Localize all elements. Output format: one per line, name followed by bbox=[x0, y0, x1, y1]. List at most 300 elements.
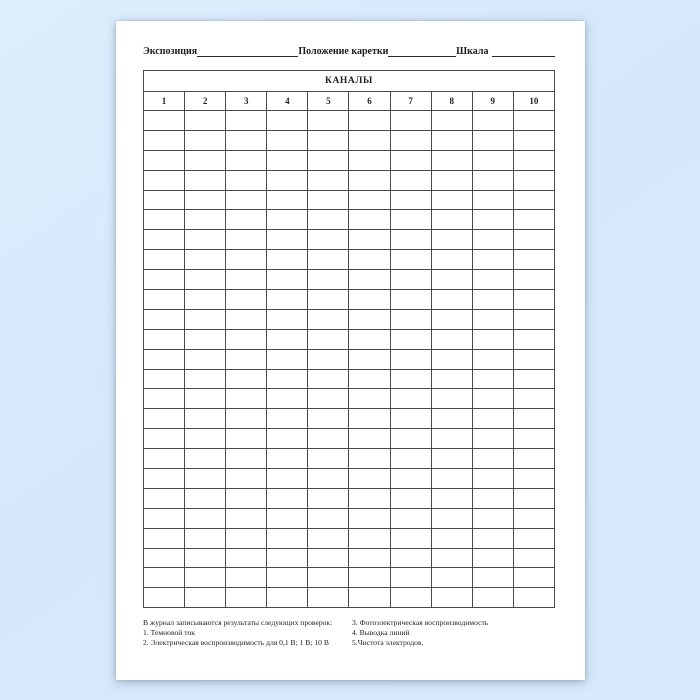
empty-cell bbox=[185, 190, 226, 210]
empty-cell bbox=[390, 469, 431, 489]
empty-cell bbox=[349, 548, 390, 568]
empty-cell bbox=[349, 130, 390, 150]
column-header-cell: 6 bbox=[349, 92, 390, 111]
empty-cell bbox=[308, 369, 349, 389]
empty-cell bbox=[226, 170, 267, 190]
empty-cell bbox=[513, 230, 554, 250]
empty-cell bbox=[226, 369, 267, 389]
empty-cell bbox=[513, 548, 554, 568]
empty-cell bbox=[144, 250, 185, 270]
empty-cell bbox=[390, 190, 431, 210]
empty-cell bbox=[431, 508, 472, 528]
empty-cell bbox=[144, 588, 185, 608]
empty-cell bbox=[472, 409, 513, 429]
empty-cell bbox=[308, 190, 349, 210]
empty-cell bbox=[349, 111, 390, 131]
empty-cell bbox=[267, 389, 308, 409]
empty-cell bbox=[185, 469, 226, 489]
empty-cell bbox=[226, 290, 267, 310]
table-row bbox=[144, 150, 555, 170]
empty-cell bbox=[226, 449, 267, 469]
empty-cell bbox=[144, 409, 185, 429]
table-row bbox=[144, 409, 555, 429]
empty-cell bbox=[431, 588, 472, 608]
empty-cell bbox=[144, 349, 185, 369]
channels-table bbox=[143, 70, 555, 608]
empty-cell bbox=[513, 409, 554, 429]
table-row bbox=[144, 230, 555, 250]
empty-cell bbox=[390, 170, 431, 190]
table-row bbox=[144, 469, 555, 489]
column-header-cell: 4 bbox=[267, 92, 308, 111]
empty-cell bbox=[431, 349, 472, 369]
empty-cell bbox=[472, 130, 513, 150]
empty-cell bbox=[308, 250, 349, 270]
empty-cell bbox=[349, 309, 390, 329]
empty-cell bbox=[431, 170, 472, 190]
table-row bbox=[144, 329, 555, 349]
empty-cell bbox=[431, 568, 472, 588]
empty-cell bbox=[349, 429, 390, 449]
empty-cell bbox=[226, 270, 267, 290]
empty-cell bbox=[513, 588, 554, 608]
table-row bbox=[144, 170, 555, 190]
empty-cell bbox=[144, 170, 185, 190]
empty-cell bbox=[185, 548, 226, 568]
note-line: 1. Темновой ток bbox=[143, 628, 195, 638]
empty-cell bbox=[349, 528, 390, 548]
empty-cell bbox=[308, 488, 349, 508]
empty-cell bbox=[472, 528, 513, 548]
table-row bbox=[144, 130, 555, 150]
empty-cell bbox=[308, 528, 349, 548]
empty-cell bbox=[226, 210, 267, 230]
table-row bbox=[144, 548, 555, 568]
empty-cell bbox=[144, 150, 185, 170]
empty-cell bbox=[349, 230, 390, 250]
table-row bbox=[144, 210, 555, 230]
empty-cell bbox=[472, 389, 513, 409]
empty-cell bbox=[267, 528, 308, 548]
empty-cell bbox=[144, 111, 185, 131]
empty-cell bbox=[144, 449, 185, 469]
empty-cell bbox=[226, 409, 267, 429]
empty-cell bbox=[226, 389, 267, 409]
empty-cell bbox=[144, 508, 185, 528]
empty-cell bbox=[185, 130, 226, 150]
empty-cell bbox=[144, 528, 185, 548]
empty-cell bbox=[226, 349, 267, 369]
empty-cell bbox=[185, 349, 226, 369]
empty-cell bbox=[308, 309, 349, 329]
table-body bbox=[144, 111, 555, 608]
field-label-carriage-position: Положение каретки bbox=[298, 46, 389, 57]
empty-cell bbox=[144, 548, 185, 568]
empty-cell bbox=[431, 130, 472, 150]
note-line: 2. Электрическая воспроизводимость для 0,1 В; 1 В; 10 В bbox=[143, 638, 329, 648]
empty-cell bbox=[267, 508, 308, 528]
empty-cell bbox=[144, 329, 185, 349]
empty-cell bbox=[308, 588, 349, 608]
empty-cell bbox=[308, 429, 349, 449]
empty-cell bbox=[185, 270, 226, 290]
empty-cell bbox=[472, 250, 513, 270]
empty-cell bbox=[349, 389, 390, 409]
empty-cell bbox=[390, 111, 431, 131]
empty-cell bbox=[349, 588, 390, 608]
empty-cell bbox=[431, 469, 472, 489]
empty-cell bbox=[308, 230, 349, 250]
empty-cell bbox=[226, 429, 267, 449]
empty-cell bbox=[390, 349, 431, 369]
empty-cell bbox=[185, 369, 226, 389]
empty-cell bbox=[267, 309, 308, 329]
empty-cell bbox=[349, 349, 390, 369]
empty-cell bbox=[185, 230, 226, 250]
empty-cell bbox=[267, 250, 308, 270]
empty-cell bbox=[185, 449, 226, 469]
empty-cell bbox=[513, 150, 554, 170]
table-row bbox=[144, 488, 555, 508]
empty-cell bbox=[390, 429, 431, 449]
empty-cell bbox=[390, 250, 431, 270]
empty-cell bbox=[267, 270, 308, 290]
empty-cell bbox=[144, 190, 185, 210]
empty-cell bbox=[267, 190, 308, 210]
empty-cell bbox=[308, 329, 349, 349]
table-column-header-row bbox=[144, 92, 555, 111]
empty-cell bbox=[144, 230, 185, 250]
notes-right-column bbox=[352, 618, 555, 648]
table-row bbox=[144, 528, 555, 548]
empty-cell bbox=[513, 309, 554, 329]
empty-cell bbox=[308, 130, 349, 150]
empty-cell bbox=[431, 409, 472, 429]
empty-cell bbox=[349, 270, 390, 290]
empty-cell bbox=[226, 469, 267, 489]
empty-cell bbox=[513, 210, 554, 230]
empty-cell bbox=[513, 568, 554, 588]
empty-cell bbox=[390, 508, 431, 528]
empty-cell bbox=[226, 568, 267, 588]
empty-cell bbox=[144, 469, 185, 489]
empty-cell bbox=[513, 130, 554, 150]
empty-cell bbox=[390, 130, 431, 150]
empty-cell bbox=[185, 508, 226, 528]
empty-cell bbox=[185, 389, 226, 409]
empty-cell bbox=[349, 369, 390, 389]
empty-cell bbox=[226, 329, 267, 349]
form-header-line bbox=[143, 45, 555, 57]
empty-cell bbox=[431, 449, 472, 469]
empty-cell bbox=[226, 190, 267, 210]
empty-cell bbox=[513, 429, 554, 449]
table-row bbox=[144, 429, 555, 449]
empty-cell bbox=[472, 309, 513, 329]
empty-cell bbox=[513, 270, 554, 290]
empty-cell bbox=[144, 290, 185, 310]
empty-cell bbox=[308, 150, 349, 170]
empty-cell bbox=[185, 250, 226, 270]
empty-cell bbox=[185, 111, 226, 131]
empty-cell bbox=[308, 568, 349, 588]
empty-cell bbox=[185, 290, 226, 310]
empty-cell bbox=[226, 588, 267, 608]
document-page bbox=[116, 21, 585, 680]
empty-cell bbox=[308, 508, 349, 528]
empty-cell bbox=[472, 449, 513, 469]
empty-cell bbox=[472, 270, 513, 290]
empty-cell bbox=[390, 568, 431, 588]
empty-cell bbox=[185, 528, 226, 548]
field-blank-exposition bbox=[197, 47, 298, 57]
empty-cell bbox=[226, 309, 267, 329]
empty-cell bbox=[349, 290, 390, 310]
empty-cell bbox=[267, 349, 308, 369]
empty-cell bbox=[431, 389, 472, 409]
field-blank-scale bbox=[492, 47, 555, 57]
empty-cell bbox=[472, 488, 513, 508]
empty-cell bbox=[185, 210, 226, 230]
column-header-cell: 2 bbox=[185, 92, 226, 111]
empty-cell bbox=[513, 349, 554, 369]
empty-cell bbox=[267, 588, 308, 608]
table-row bbox=[144, 369, 555, 389]
empty-cell bbox=[144, 488, 185, 508]
empty-cell bbox=[226, 508, 267, 528]
column-header-cell: 1 bbox=[144, 92, 185, 111]
empty-cell bbox=[390, 488, 431, 508]
table-row bbox=[144, 349, 555, 369]
empty-cell bbox=[226, 111, 267, 131]
empty-cell bbox=[431, 210, 472, 230]
empty-cell bbox=[144, 389, 185, 409]
field-blank-carriage-position bbox=[388, 47, 456, 57]
empty-cell bbox=[390, 409, 431, 429]
column-header-cell: 7 bbox=[390, 92, 431, 111]
empty-cell bbox=[308, 270, 349, 290]
empty-cell bbox=[267, 449, 308, 469]
empty-cell bbox=[513, 290, 554, 310]
empty-cell bbox=[349, 469, 390, 489]
empty-cell bbox=[472, 369, 513, 389]
empty-cell bbox=[185, 429, 226, 449]
empty-cell bbox=[431, 309, 472, 329]
empty-cell bbox=[185, 170, 226, 190]
empty-cell bbox=[513, 170, 554, 190]
empty-cell bbox=[431, 190, 472, 210]
column-header-cell: 9 bbox=[472, 92, 513, 111]
empty-cell bbox=[431, 290, 472, 310]
empty-cell bbox=[267, 111, 308, 131]
empty-cell bbox=[185, 409, 226, 429]
empty-cell bbox=[431, 111, 472, 131]
empty-cell bbox=[267, 329, 308, 349]
empty-cell bbox=[308, 290, 349, 310]
empty-cell bbox=[308, 449, 349, 469]
empty-cell bbox=[513, 329, 554, 349]
empty-cell bbox=[390, 369, 431, 389]
empty-cell bbox=[513, 488, 554, 508]
table-title: КАНАЛЫ bbox=[144, 71, 555, 92]
empty-cell bbox=[431, 329, 472, 349]
empty-cell bbox=[308, 210, 349, 230]
empty-cell bbox=[472, 329, 513, 349]
empty-cell bbox=[513, 449, 554, 469]
empty-cell bbox=[472, 230, 513, 250]
empty-cell bbox=[513, 508, 554, 528]
column-header-cell: 8 bbox=[431, 92, 472, 111]
empty-cell bbox=[472, 469, 513, 489]
empty-cell bbox=[513, 469, 554, 489]
empty-cell bbox=[472, 290, 513, 310]
table-row bbox=[144, 270, 555, 290]
empty-cell bbox=[308, 469, 349, 489]
empty-cell bbox=[390, 309, 431, 329]
empty-cell bbox=[431, 270, 472, 290]
table-row bbox=[144, 250, 555, 270]
empty-cell bbox=[513, 250, 554, 270]
empty-cell bbox=[472, 190, 513, 210]
empty-cell bbox=[349, 568, 390, 588]
notes-left-column bbox=[143, 618, 352, 648]
table-row bbox=[144, 568, 555, 588]
empty-cell bbox=[390, 528, 431, 548]
table-row bbox=[144, 290, 555, 310]
empty-cell bbox=[390, 150, 431, 170]
column-header-cell: 3 bbox=[226, 92, 267, 111]
empty-cell bbox=[267, 488, 308, 508]
empty-cell bbox=[472, 588, 513, 608]
table-row bbox=[144, 508, 555, 528]
empty-cell bbox=[349, 250, 390, 270]
empty-cell bbox=[390, 588, 431, 608]
empty-cell bbox=[267, 369, 308, 389]
empty-cell bbox=[472, 548, 513, 568]
empty-cell bbox=[390, 270, 431, 290]
empty-cell bbox=[472, 349, 513, 369]
empty-cell bbox=[185, 309, 226, 329]
empty-cell bbox=[349, 488, 390, 508]
empty-cell bbox=[144, 568, 185, 588]
empty-cell bbox=[472, 210, 513, 230]
empty-cell bbox=[390, 389, 431, 409]
empty-cell bbox=[308, 389, 349, 409]
empty-cell bbox=[390, 329, 431, 349]
empty-cell bbox=[390, 548, 431, 568]
empty-cell bbox=[431, 488, 472, 508]
empty-cell bbox=[472, 170, 513, 190]
empty-cell bbox=[308, 111, 349, 131]
empty-cell bbox=[349, 210, 390, 230]
empty-cell bbox=[226, 488, 267, 508]
empty-cell bbox=[431, 369, 472, 389]
empty-cell bbox=[390, 290, 431, 310]
empty-cell bbox=[431, 150, 472, 170]
empty-cell bbox=[267, 130, 308, 150]
empty-cell bbox=[267, 568, 308, 588]
note-line: 5.Чистота электродов. bbox=[352, 638, 424, 648]
empty-cell bbox=[308, 409, 349, 429]
empty-cell bbox=[226, 150, 267, 170]
empty-cell bbox=[431, 230, 472, 250]
empty-cell bbox=[431, 528, 472, 548]
table-row bbox=[144, 389, 555, 409]
empty-cell bbox=[349, 508, 390, 528]
table-title-row bbox=[144, 71, 555, 92]
empty-cell bbox=[267, 150, 308, 170]
table-row bbox=[144, 309, 555, 329]
empty-cell bbox=[267, 290, 308, 310]
empty-cell bbox=[144, 429, 185, 449]
empty-cell bbox=[349, 190, 390, 210]
empty-cell bbox=[185, 568, 226, 588]
empty-cell bbox=[226, 250, 267, 270]
empty-cell bbox=[185, 329, 226, 349]
empty-cell bbox=[144, 130, 185, 150]
empty-cell bbox=[267, 230, 308, 250]
field-label-scale: Шкала bbox=[456, 46, 489, 57]
empty-cell bbox=[349, 449, 390, 469]
empty-cell bbox=[267, 429, 308, 449]
column-header-cell: 10 bbox=[513, 92, 554, 111]
empty-cell bbox=[390, 210, 431, 230]
empty-cell bbox=[185, 488, 226, 508]
empty-cell bbox=[472, 508, 513, 528]
empty-cell bbox=[185, 588, 226, 608]
empty-cell bbox=[267, 548, 308, 568]
empty-cell bbox=[267, 170, 308, 190]
empty-cell bbox=[472, 111, 513, 131]
table-row bbox=[144, 449, 555, 469]
empty-cell bbox=[513, 528, 554, 548]
table-row bbox=[144, 111, 555, 131]
empty-cell bbox=[226, 230, 267, 250]
empty-cell bbox=[226, 528, 267, 548]
table-row bbox=[144, 190, 555, 210]
empty-cell bbox=[472, 568, 513, 588]
empty-cell bbox=[513, 111, 554, 131]
empty-cell bbox=[431, 250, 472, 270]
empty-cell bbox=[349, 150, 390, 170]
empty-cell bbox=[472, 150, 513, 170]
note-line: 4. Выводка линий bbox=[352, 628, 410, 638]
column-header-cell: 5 bbox=[308, 92, 349, 111]
empty-cell bbox=[390, 449, 431, 469]
empty-cell bbox=[185, 150, 226, 170]
empty-cell bbox=[144, 270, 185, 290]
empty-cell bbox=[431, 548, 472, 568]
field-label-exposition: Экспозиция bbox=[143, 46, 198, 57]
empty-cell bbox=[308, 170, 349, 190]
empty-cell bbox=[144, 210, 185, 230]
empty-cell bbox=[513, 369, 554, 389]
empty-cell bbox=[144, 369, 185, 389]
empty-cell bbox=[513, 389, 554, 409]
empty-cell bbox=[349, 409, 390, 429]
empty-cell bbox=[267, 409, 308, 429]
empty-cell bbox=[226, 548, 267, 568]
table-row bbox=[144, 588, 555, 608]
empty-cell bbox=[308, 548, 349, 568]
empty-cell bbox=[349, 170, 390, 190]
empty-cell bbox=[267, 210, 308, 230]
empty-cell bbox=[513, 190, 554, 210]
empty-cell bbox=[226, 130, 267, 150]
note-line: В журнал записываются результаты следующих проверок: bbox=[143, 618, 333, 628]
empty-cell bbox=[390, 230, 431, 250]
empty-cell bbox=[472, 429, 513, 449]
